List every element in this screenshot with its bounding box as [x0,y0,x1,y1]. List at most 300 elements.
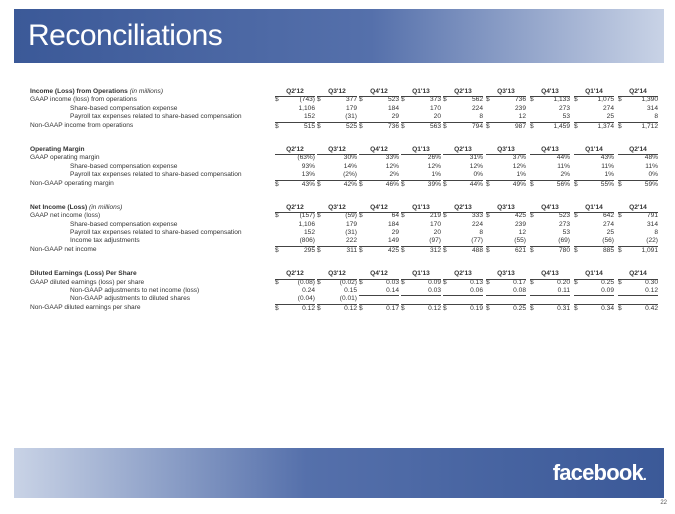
column-header: Q3'12 [317,146,357,155]
table-cell: 12 [518,229,526,237]
table-cell: 12% [469,162,483,170]
table-cell: 25 [606,229,614,237]
table-cell: 0.14 [386,287,399,295]
table-cell: 224 [471,220,483,228]
dollar-sign: $ [275,246,279,254]
table-cell: 152 [303,229,315,237]
column-header: Q2'13 [443,88,483,97]
table-cell: (63%) [297,154,315,162]
table-row [30,245,658,254]
table-cell: $ 0.31 [530,304,570,312]
column-header: Q2'12 [275,88,315,97]
table-cell [530,295,570,296]
dollar-sign: $ [401,212,405,220]
dollar-sign: $ [618,180,622,188]
page-title: Reconciliations [28,19,223,52]
table-cell: $ 0.12 [317,304,357,312]
dollar-sign: $ [486,96,490,104]
table-cell: $ 525 [317,122,357,130]
row-label: Share-based compensation expense [70,104,178,112]
table-cell: 1% [516,171,526,179]
section-heading: Operating Margin [30,145,85,153]
table-cell: 314 [646,220,658,228]
row-label: Non-GAAP diluted earnings per share [30,303,141,311]
dollar-sign: $ [317,122,321,130]
table-cell: $ 780 [530,246,570,254]
table-cell: $ 642 [574,212,614,220]
dollar-sign: $ [275,122,279,130]
column-header: Q2'12 [275,146,315,155]
table-cell: 26% [427,154,441,162]
table-cell: 1% [604,171,614,179]
table-cell: $ 0.34 [574,304,614,312]
dollar-sign: $ [618,212,622,220]
table-cell: $ 59% [618,180,658,188]
section-header-row [30,203,647,212]
row-label: Share-based compensation expense [70,162,178,170]
section-1 [30,88,658,130]
table-cell: (55) [514,237,526,245]
dollar-sign: $ [486,180,490,188]
table-cell: $ 563 [401,122,441,130]
dollar-sign: $ [359,180,363,188]
row-label: Payroll tax expenses related to share-based compensation [70,229,242,237]
table-cell: 30% [343,154,357,162]
table-cell: 29 [391,229,399,237]
row-label: Share-based compensation expense [70,220,178,228]
table-cell: 20 [433,229,441,237]
dollar-sign: $ [443,96,447,104]
table-row [30,229,658,237]
table-cell: 25 [606,113,614,121]
row-label: Non-GAAP adjustments to diluted shares [70,295,191,303]
table-cell: 53 [562,113,570,121]
dollar-sign: $ [530,278,534,286]
table-cell: $ 43% [275,180,315,188]
section-header-row [30,270,647,278]
table-cell: (22) [646,237,658,245]
table-cell: $ 44% [443,180,483,188]
dollar-sign: $ [359,278,363,286]
table-cell: 93% [301,162,315,170]
row-label: Non-GAAP operating margin [30,179,114,187]
column-header: Q1'13 [401,88,441,97]
table-cell: $ 1,075 [574,96,614,104]
table-cell: $ 523 [359,96,399,104]
table-cell [443,295,483,296]
dollar-sign: $ [401,304,405,312]
table-cell [359,295,399,296]
table-cell: $ 295 [275,246,315,254]
dollar-sign: $ [530,122,534,130]
table-cell: 170 [429,104,441,112]
dollar-sign: $ [401,278,405,286]
dollar-sign: $ [359,212,363,220]
dollar-sign: $ [574,212,578,220]
table-cell: (2%) [343,171,357,179]
table-cell: (56) [602,237,614,245]
table-row [30,287,658,295]
column-header: Q4'13 [530,270,570,279]
row-label: Non-GAAP income from operations [30,121,134,129]
table-cell: 0.06 [470,287,483,295]
section-heading: Income (Loss) from Operations (in millions) [30,88,164,95]
section-4 [30,270,658,312]
table-cell: 31% [469,154,483,162]
table-cell: 29 [391,113,399,121]
table-cell [401,295,441,296]
table-cell: $ (157) [275,212,315,220]
table-cell: 179 [345,104,357,112]
table-cell: 1,106 [298,104,315,112]
table-cell: 184 [387,220,399,228]
table-cell: 0.03 [428,287,441,295]
column-header: Q2'13 [443,270,483,279]
row-label: GAAP diluted earnings (loss) per share [30,278,145,286]
table-cell: 11% [601,162,614,170]
dollar-sign: $ [530,96,534,104]
row-label: GAAP income (loss) from operations [30,96,137,104]
dollar-sign: $ [574,180,578,188]
table-cell: $ 0.09 [401,278,441,286]
table-cell: 0% [648,171,658,179]
row-label: GAAP operating margin [30,154,100,162]
table-cell: $ (0.08) [275,278,315,286]
column-header: Q3'13 [486,88,526,97]
column-header: Q1'13 [401,204,441,213]
column-header: Q1'14 [574,88,614,97]
dollar-sign: $ [401,246,405,254]
dollar-sign: $ [530,304,534,312]
column-header: Q1'13 [401,146,441,155]
dollar-sign: $ [618,122,622,130]
table-cell: 273 [558,104,570,112]
table-cell: 0.15 [344,287,357,295]
table-cell: 149 [387,237,399,245]
table-cell: $ 56% [530,180,570,188]
column-header: Q3'13 [486,204,526,213]
dollar-sign: $ [275,278,279,286]
dollar-sign: $ [574,304,578,312]
dollar-sign: $ [317,180,321,188]
dollar-sign: $ [317,246,321,254]
table-row [30,237,658,245]
row-label: Non-GAAP net income [30,245,97,253]
table-cell: (0.04) [275,295,315,304]
table-cell: $ 0.13 [443,278,483,286]
table-cell: 0.11 [557,287,570,295]
dollar-sign: $ [359,304,363,312]
table-cell: 33% [385,154,399,162]
table-cell: $ 515 [275,122,315,130]
dollar-sign: $ [618,278,622,286]
dollar-sign: $ [443,304,447,312]
dollar-sign: $ [443,122,447,130]
dollar-sign: $ [275,304,279,312]
table-row [30,162,658,171]
dollar-sign: $ [574,246,578,254]
column-header: Q3'13 [486,270,526,279]
column-header: Q3'12 [317,88,357,97]
dollar-sign: $ [486,246,490,254]
column-header: Q2'13 [443,146,483,155]
table-cell: 2% [389,171,399,179]
table-cell: $ 1,374 [574,122,614,130]
table-cell: $ 312 [401,246,441,254]
table-row [30,154,658,162]
table-cell: $ 0.12 [275,304,315,312]
section-header-row [30,88,647,96]
section-heading: Diluted Earnings (Loss) Per Share [30,270,137,278]
table-cell: $ 219 [401,212,441,220]
table-cell: $ 0.25 [486,304,526,312]
table-cell: $ (59) [317,212,357,220]
table-cell: (77) [471,237,483,245]
table-cell: 48% [644,154,658,162]
table-cell: 44% [556,154,570,162]
table-cell: $ 377 [317,96,357,104]
row-label: Income tax adjustments [70,237,140,245]
dollar-sign: $ [359,246,363,254]
table-cell: $ 0.12 [401,304,441,312]
column-header: Q1'14 [574,270,614,279]
table-cell: 8 [479,113,483,121]
column-header: Q3'12 [317,204,357,213]
table-row [30,220,658,229]
dollar-sign: $ [530,180,534,188]
table-cell: $ 562 [443,96,483,104]
column-header: Q1'14 [574,146,614,155]
column-header: Q2'14 [618,88,658,97]
table-cell: 2% [560,171,570,179]
dollar-sign: $ [574,96,578,104]
column-header: Q2'12 [275,270,315,279]
table-cell: $ (743) [275,96,315,104]
dollar-sign: $ [401,122,405,130]
dollar-sign: $ [317,96,321,104]
table-cell: $ 1,390 [618,96,658,104]
table-cell: 8 [654,113,658,121]
column-header: Q4'12 [359,88,399,97]
dollar-sign: $ [317,304,321,312]
table-cell: $ 0.03 [359,278,399,286]
dollar-sign: $ [618,304,622,312]
table-cell: $ 39% [401,180,441,188]
table-cell: 170 [429,220,441,228]
table-cell: $ 0.17 [359,304,399,312]
table-cell: 37% [512,154,526,162]
table-cell: 222 [345,237,357,245]
table-cell: $ 0.17 [486,278,526,286]
table-cell: 224 [471,104,483,112]
table-cell: (806) [299,237,315,245]
column-header: Q4'12 [359,204,399,213]
table-cell: $ 987 [486,122,526,130]
facebook-logo: facebook. [552,460,646,485]
column-header: Q4'12 [359,270,399,279]
table-cell: $ 1,712 [618,122,658,130]
table-cell: $ 0.19 [443,304,483,312]
table-cell: 273 [558,220,570,228]
table-cell: $ 885 [574,246,614,254]
table-cell: 11% [557,162,570,170]
table-cell: 12 [518,113,526,121]
table-cell: (69) [558,237,570,245]
column-header: Q4'12 [359,146,399,155]
column-header: Q2'12 [275,204,315,213]
footer-bar [14,448,664,498]
dollar-sign: $ [275,96,279,104]
table-row [30,295,640,303]
table-cell: 8 [479,229,483,237]
table-cell [486,295,526,296]
dollar-sign: $ [401,180,405,188]
table-cell: $ (0.02) [317,278,357,286]
table-cell: $ 621 [486,246,526,254]
table-cell: 0% [473,171,483,179]
table-cell: 184 [387,104,399,112]
table-cell: (31) [345,113,357,121]
table-cell: $ 791 [618,212,658,220]
table-cell: $ 1,459 [530,122,570,130]
table-row [30,104,658,113]
table-cell: 11% [645,162,658,170]
row-label: Payroll tax expenses related to share-based compensation [70,171,242,179]
table-cell: $ 0.30 [618,278,658,286]
dollar-sign: $ [486,122,490,130]
dollar-sign: $ [618,96,622,104]
table-cell: $ 425 [359,246,399,254]
table-cell: 0.24 [302,287,315,295]
table-cell: $ 64 [359,212,399,220]
column-header: Q4'13 [530,204,570,213]
table-cell: 53 [562,229,570,237]
table-row [30,212,658,220]
table-row [30,121,658,130]
table-cell: $ 736 [486,96,526,104]
table-cell: 12% [385,162,399,170]
table-cell: 274 [602,104,614,112]
table-cell: 314 [646,104,658,112]
column-header: Q1'13 [401,270,441,279]
dollar-sign: $ [317,212,321,220]
table-row [30,96,658,104]
table-cell: 239 [514,104,526,112]
page-number: 22 [660,500,667,506]
table-cell: $ 42% [317,180,357,188]
dollar-sign: $ [443,180,447,188]
row-label: Payroll tax expenses related to share-based compensation [70,113,242,121]
table-cell: $ 49% [486,180,526,188]
dollar-sign: $ [530,246,534,254]
table-cell: $ 311 [317,246,357,254]
table-cell: 274 [602,220,614,228]
dollar-sign: $ [486,304,490,312]
row-label: Non-GAAP adjustments to net income (loss) [70,287,200,295]
table-row [30,179,658,188]
table-cell: 1% [431,171,441,179]
table-cell [574,295,614,296]
table-cell: 12% [427,162,441,170]
dollar-sign: $ [618,246,622,254]
table-cell: $ 736 [359,122,399,130]
dollar-sign: $ [530,212,534,220]
table-cell: $ 0.20 [530,278,570,286]
dollar-sign: $ [574,278,578,286]
table-cell: $ 46% [359,180,399,188]
section-unit: (in millions) [89,203,123,211]
dollar-sign: $ [443,212,447,220]
reconciliation-tables [30,88,658,328]
column-header: Q2'14 [618,270,658,279]
table-row [30,278,658,287]
table-row [30,113,658,121]
table-cell: 20 [433,113,441,121]
table-cell: $ 0.42 [618,304,658,312]
section-3 [30,203,658,254]
table-cell: $ 488 [443,246,483,254]
column-header: Q2'14 [618,204,658,213]
table-cell: 8 [654,229,658,237]
table-cell: $ 1,133 [530,96,570,104]
table-row [30,303,658,312]
dollar-sign: $ [486,278,490,286]
table-cell: $ 1,091 [618,246,658,254]
column-header: Q2'14 [618,146,658,155]
table-cell: 43% [600,154,614,162]
table-cell: $ 794 [443,122,483,130]
dollar-sign: $ [275,212,279,220]
column-header: Q2'13 [443,204,483,213]
dollar-sign: $ [443,246,447,254]
table-cell: 179 [345,220,357,228]
table-cell: $ 0.25 [574,278,614,286]
table-cell: 12% [512,162,526,170]
dollar-sign: $ [443,278,447,286]
dollar-sign: $ [359,96,363,104]
section-header-row [30,145,647,154]
dollar-sign: $ [574,122,578,130]
section-2 [30,145,658,188]
dollar-sign: $ [317,278,321,286]
table-cell: 239 [514,220,526,228]
table-cell: $ 55% [574,180,614,188]
section-heading: Net Income (Loss) (in millions) [30,203,123,211]
table-cell: 0.08 [513,287,526,295]
table-cell: $ 425 [486,212,526,220]
table-cell [618,295,658,296]
table-cell: 1,106 [298,220,315,228]
column-header: Q3'13 [486,146,526,155]
table-cell: $ 333 [443,212,483,220]
table-cell: 0.12 [645,287,658,295]
table-cell: (31) [345,229,357,237]
title-bar [14,9,664,63]
table-row [30,171,658,179]
dollar-sign: $ [401,96,405,104]
row-label: GAAP net income (loss) [30,212,101,220]
dollar-sign: $ [359,122,363,130]
table-cell: 13% [301,171,315,179]
dollar-sign: $ [486,212,490,220]
column-header: Q4'13 [530,88,570,97]
table-cell: 152 [303,113,315,121]
column-header: Q4'13 [530,146,570,155]
table-cell: $ 523 [530,212,570,220]
table-cell: 14% [343,162,357,170]
dollar-sign: $ [275,180,279,188]
column-header: Q1'14 [574,204,614,213]
